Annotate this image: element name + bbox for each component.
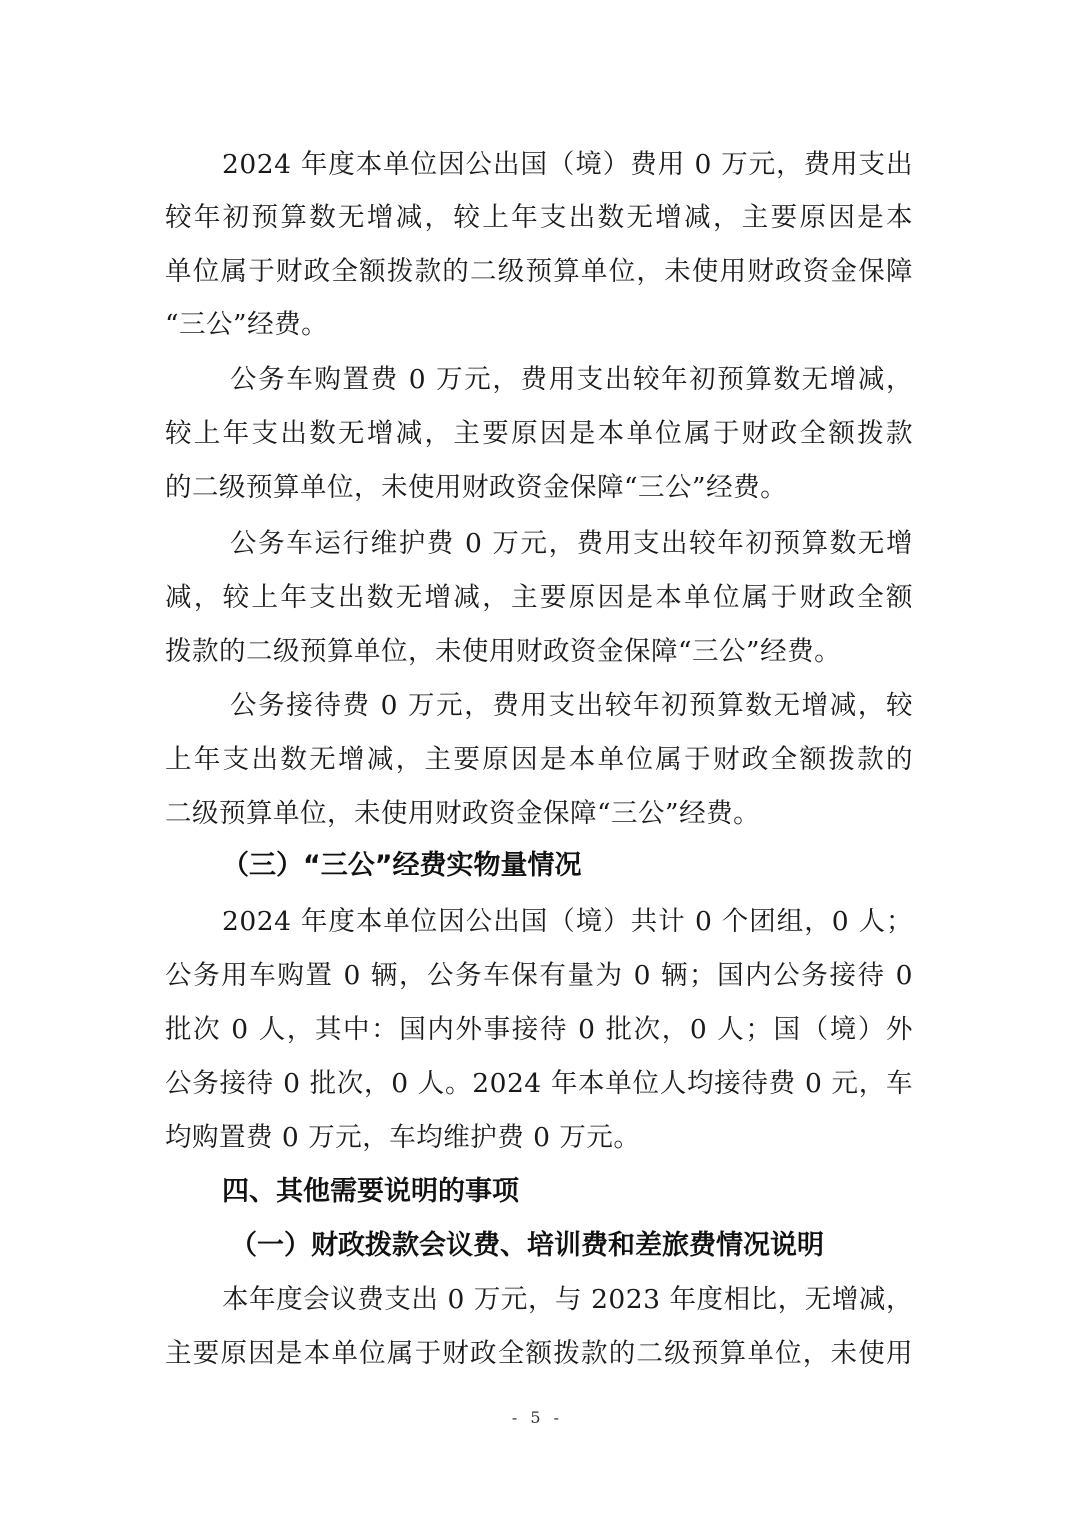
paragraph-line: 2024 年度本单位因公出国（境）共计 0 个团组，0 人； xyxy=(222,906,913,937)
paragraph-line: 拨款的二级预算单位，未使用财政资金保障“三公”经费。 xyxy=(165,636,842,667)
paragraph-line: 本年度会议费支出 0 万元，与 2023 年度相比，无增减， xyxy=(222,1284,913,1315)
paragraph-line: 二级预算单位，未使用财政资金保障“三公”经费。 xyxy=(165,798,761,829)
paragraph-line: 的二级预算单位，未使用财政资金保障“三公”经费。 xyxy=(165,472,788,503)
paragraph-line: 主要原因是本单位属于财政全额拨款的二级预算单位，未使用 xyxy=(165,1338,913,1369)
chapter-heading: 四、其他需要说明的事项 xyxy=(222,1176,519,1207)
paragraph-line: 2024 年度本单位因公出国（境）费用 0 万元，费用支出 xyxy=(222,149,913,180)
paragraph-line: 减，较上年支出数无增减，主要原因是本单位属于财政全额 xyxy=(165,582,913,613)
paragraph-line: 公务接待费 0 万元，费用支出较年初预算数无增减，较 xyxy=(230,690,913,721)
paragraph-line: 公务车运行维护费 0 万元，费用支出较年初预算数无增 xyxy=(230,528,913,559)
paragraph-line: 较上年支出数无增减，主要原因是本单位属于财政全额拨款 xyxy=(165,418,913,449)
section-heading: （三）“三公”经费实物量情况 xyxy=(222,850,582,881)
paragraph-line: 公务车购置费 0 万元，费用支出较年初预算数无增减， xyxy=(230,364,913,395)
paragraph-line: 均购置费 0 万元，车均维护费 0 万元。 xyxy=(165,1122,641,1153)
paragraph-line: 公务接待 0 批次，0 人。2024 年本单位人均接待费 0 元，车 xyxy=(165,1068,913,1099)
paragraph-line: 单位属于财政全额拨款的二级预算单位，未使用财政资金保障 xyxy=(165,256,913,287)
paragraph-line: 较年初预算数无增减，较上年支出数无增减，主要原因是本 xyxy=(165,202,913,233)
paragraph-line: 公务用车购置 0 辆，公务车保有量为 0 辆；国内公务接待 0 xyxy=(165,960,913,991)
paragraph-line: “三公”经费。 xyxy=(165,309,329,340)
section-heading: （一）财政拨款会议费、培训费和差旅费情况说明 xyxy=(230,1230,824,1261)
paragraph-line: 上年支出数无增减，主要原因是本单位属于财政全额拨款的 xyxy=(165,744,913,775)
page-number: - 5 - xyxy=(511,1408,564,1427)
paragraph-line: 批次 0 人，其中：国内外事接待 0 批次，0 人；国（境）外 xyxy=(165,1014,913,1045)
